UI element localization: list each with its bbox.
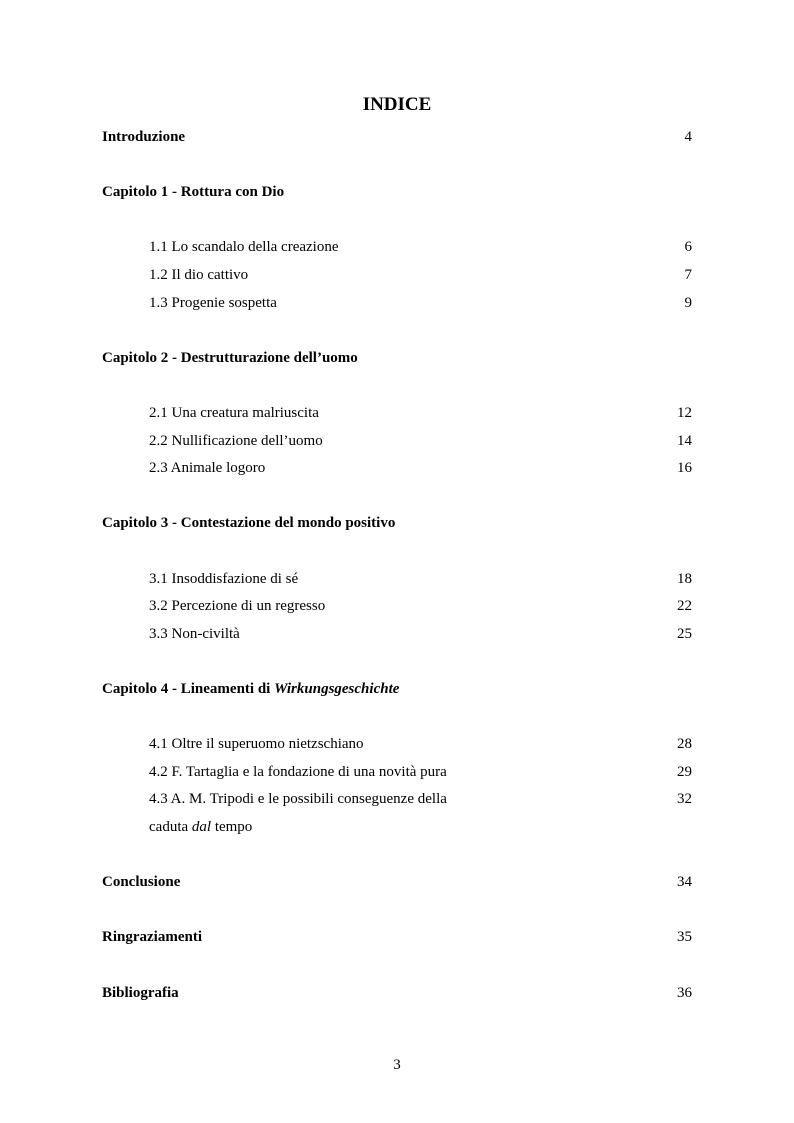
- toc-entry-label: Conclusione: [102, 874, 181, 890]
- toc-entry-page: 34: [677, 874, 692, 890]
- toc-entry-4-3: [0, 789, 794, 809]
- toc-entry-page: 25: [677, 626, 692, 642]
- toc-label-text: Capitolo 4 - Lineamenti di: [102, 681, 275, 697]
- toc-entry-2-1: [0, 403, 794, 423]
- toc-entry-3-2: [0, 596, 794, 616]
- toc-entry-label: 4.3 A. M. Tripodi e le possibili conseguenze della: [149, 791, 447, 807]
- toc-entry-label: [102, 679, 399, 699]
- toc-entry-bibliografia: [0, 983, 794, 1003]
- toc-entry-1-2: [0, 265, 794, 285]
- toc-entry-3-1: [0, 569, 794, 589]
- toc-chapter-4: [0, 679, 794, 699]
- toc-entry-label: 3.1 Insoddisfazione di sé: [149, 571, 299, 587]
- toc-entry-page: 22: [677, 598, 692, 614]
- toc-entry-page: 35: [677, 929, 692, 945]
- toc-entry-label: 1.3 Progenie sospetta: [149, 295, 277, 311]
- toc-entry-2-3: [0, 458, 794, 478]
- toc-entry-conclusione: [0, 872, 794, 892]
- toc-chapter-3: [0, 513, 794, 533]
- toc-entry-label: Bibliografia: [102, 985, 179, 1001]
- toc-entry-label: 4.2 F. Tartaglia e la fondazione di una novità pura: [149, 764, 447, 780]
- toc-label-italic: dal: [191, 819, 212, 835]
- toc-entry-label: 2.1 Una creatura malriuscita: [149, 405, 319, 421]
- toc-entry-label: Ringraziamenti: [102, 929, 202, 945]
- toc-entry-page: 18: [677, 571, 692, 587]
- toc-entry-label: Capitolo 1 - Rottura con Dio: [102, 184, 285, 200]
- toc-entry-page: 9: [684, 295, 692, 311]
- toc-entry-page: 4: [684, 129, 692, 145]
- toc-entry-page: 29: [677, 764, 692, 780]
- toc-entry-page: 32: [677, 791, 692, 807]
- toc-entry-page: 6: [684, 239, 692, 255]
- toc-entry-page: 14: [677, 433, 692, 449]
- toc-entry-label: 3.3 Non-civiltà: [149, 626, 240, 642]
- toc-entry-1-3: [0, 293, 794, 313]
- toc-label-text: tempo: [211, 819, 253, 835]
- toc-entry-label: Introduzione: [102, 129, 186, 145]
- toc-entry-2-2: [0, 431, 794, 451]
- toc-entry-4-1: [0, 734, 794, 754]
- toc-label-italic: Wirkungsgeschichte: [274, 681, 400, 697]
- toc-entry-label: 1.2 Il dio cattivo: [149, 267, 249, 283]
- toc-entry-page: 7: [684, 267, 692, 283]
- toc-entry-3-3: [0, 624, 794, 644]
- toc-entry-label: [149, 817, 252, 837]
- toc-entry-page: 12: [677, 405, 692, 421]
- toc-entry-label: 3.2 Percezione di un regresso: [149, 598, 326, 614]
- toc-entry-page: 36: [677, 985, 692, 1001]
- toc-entry-4-3-continued: [0, 817, 794, 837]
- toc-entry-label: 1.1 Lo scandalo della creazione: [149, 239, 339, 255]
- toc-label-text: caduta: [149, 819, 192, 835]
- toc-entry-label: 4.1 Oltre il superuomo nietzschiano: [149, 736, 364, 752]
- toc-entry-1-1: [0, 237, 794, 257]
- toc-entry-label: Capitolo 3 - Contestazione del mondo positivo: [102, 515, 396, 531]
- index-title: INDICE: [362, 94, 432, 115]
- toc-entry-label: Capitolo 2 - Destrutturazione dell’uomo: [102, 350, 358, 366]
- toc-entry-page: 16: [677, 460, 692, 476]
- toc-entry-label: 2.2 Nullificazione dell’uomo: [149, 433, 323, 449]
- toc-entry-4-2: [0, 762, 794, 782]
- page-number: 3: [393, 1057, 401, 1073]
- toc-chapter-2: [0, 348, 794, 368]
- toc-entry-ringraziamenti: [0, 927, 794, 947]
- toc-entry-page: 28: [677, 736, 692, 752]
- toc-entry-label: 2.3 Animale logoro: [149, 460, 266, 476]
- toc-chapter-1: [0, 182, 794, 202]
- toc-entry-introduzione: [0, 127, 794, 147]
